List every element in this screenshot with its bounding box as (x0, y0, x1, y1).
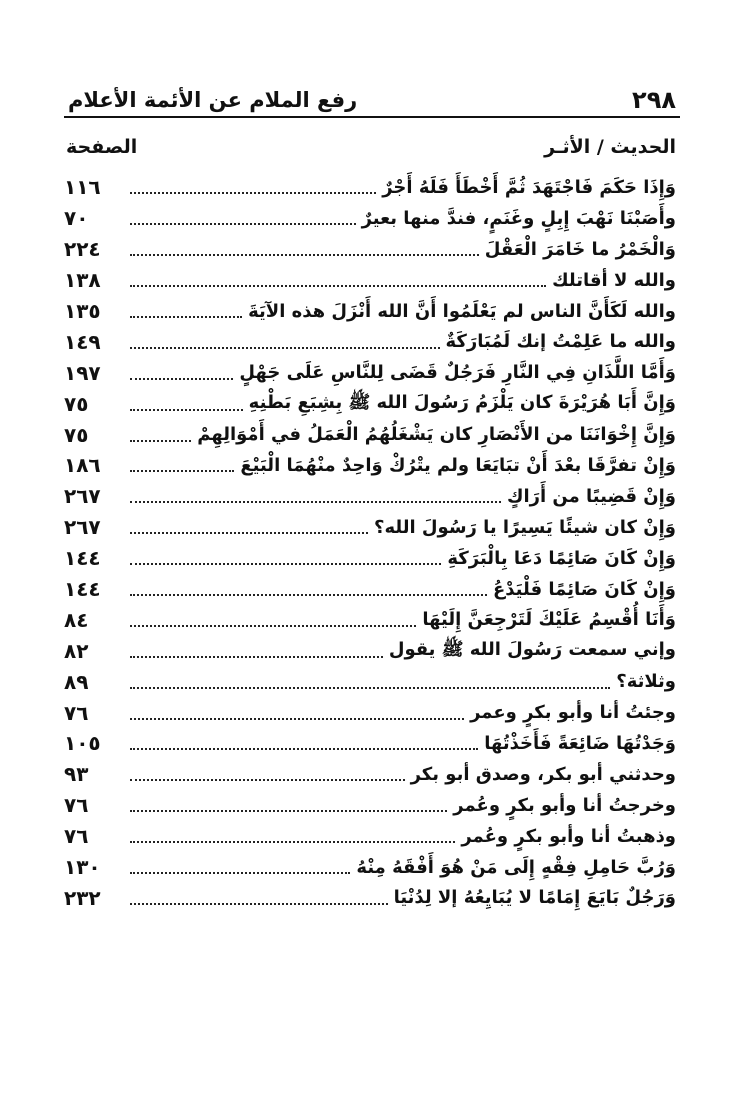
entry-page-number: ٧٠ (64, 206, 89, 231)
running-header (64, 84, 680, 118)
entry-page-number: ١٤٤ (64, 577, 101, 602)
index-entry (64, 172, 680, 203)
entry-text: والله لَكَأَنَّ الناس لم يَعْلَمُوا أَنَّ الله أَنْزَلَ هذه الآيَةَ (248, 300, 676, 322)
index-entry (64, 265, 680, 296)
index-entry (64, 728, 680, 759)
entry-text: وَإِنْ قَضِيبًا من أَرَاكٍ (506, 485, 676, 507)
page-number: ٢٩٨ (632, 86, 676, 114)
entry-text: وحدثني أبو بكر، وصدق أبو بكر (410, 763, 676, 785)
index-entry (64, 697, 680, 728)
page-column-heading: الصفحة (66, 136, 138, 158)
entry-text: وَرَجُلٌ بَايَعَ إِمَامًا لا يُبَايِعُهُ إلا لِدُنْيَا (393, 887, 676, 909)
entry-page-number: ٢٦٧ (64, 515, 101, 540)
entry-page-number: ١٣٨ (64, 268, 101, 293)
entry-text: وثلاثة؟ (616, 671, 676, 693)
dot-leader (130, 190, 376, 194)
index-entry (64, 666, 680, 697)
index-entry (64, 759, 680, 790)
dot-leader (130, 283, 546, 287)
entry-text: والله ما عَلِمْتُ إنك لَمُبَارَكَةٌ (445, 331, 676, 353)
dot-leader (130, 252, 479, 256)
dot-leader (130, 345, 440, 349)
entry-text: وَالْخَمْرُ ما خَامَرَ الْعَقْلَ (484, 238, 676, 260)
entry-text: وَإِنْ كان شيئًا يَسِيرًا يا رَسُولَ الله؟ (374, 516, 676, 538)
entry-text: وإني سمعت رَسُولَ الله ﷺ يقول (388, 638, 676, 660)
entry-page-number: ٢٣٢ (64, 885, 101, 910)
entry-text: وَإِنَّ أَبَا هُرَيْرَةَ كان يَلْزَمُ رَسُولَ الله ﷺ بِشِبَعِ بَطْنِهِ (248, 391, 676, 413)
index-entry (64, 357, 680, 388)
dot-leader (130, 777, 405, 781)
index-entry (64, 604, 680, 635)
entry-page-number: ٨٩ (64, 669, 89, 694)
column-headings (64, 136, 680, 164)
dot-leader (130, 623, 416, 627)
entry-text: وَجَدْتُهَا ضَائِعَةً فَأَخَذْتُهَا (484, 732, 676, 754)
entry-text: وَإِنْ كَانَ صَائِمًا فَلْيَدْعُ (492, 578, 676, 600)
entry-text: وخرجتُ أنا وأبو بكرٍ وعُمر (453, 794, 676, 816)
entry-page-number: ٢٢٤ (64, 237, 101, 262)
dot-leader (130, 530, 368, 534)
entry-page-number: ١٤٩ (64, 329, 101, 354)
entry-page-number: ١٣٥ (64, 299, 101, 323)
entry-page-number: ١٣٠ (64, 855, 101, 880)
entry-page-number: ١٩٧ (64, 360, 101, 385)
index-entry (64, 234, 680, 265)
dot-leader (130, 901, 388, 905)
index-entry (64, 419, 680, 450)
entry-page-number: ٨٢ (64, 638, 89, 663)
dot-leader (130, 654, 383, 658)
dot-leader (130, 376, 233, 380)
index-entry (64, 821, 680, 852)
entry-text: وَإِنْ كَانَ صَائِمًا دَعَا بِالْبَرَكَةِ (447, 547, 676, 569)
index-entry (64, 296, 680, 327)
dot-leader (130, 746, 478, 750)
entry-page-number: ٧٥ (64, 422, 89, 447)
index-entry (64, 203, 680, 234)
entry-text: وَأَمَّا اللَّذَانِ فِي النَّارِ فَرَجُلٌ قَضَى لِلنَّاسِ عَلَى جَهْلٍ (239, 362, 676, 384)
entry-page-number: ٧٦ (64, 700, 89, 725)
dot-leader (130, 839, 455, 843)
dot-leader (130, 407, 243, 411)
hadith-column-heading: الحديث / الأثـر (544, 136, 676, 158)
entry-page-number: ٧٥ (64, 391, 89, 416)
dot-leader (130, 808, 447, 812)
dot-leader (130, 870, 350, 874)
entry-text: وَإِنْ تفرَّقَا بعْدَ أَنْ تبَايَعَا ولم يتْرُكْ وَاحِدٌ منْهُمَا الْبَيْعَ (240, 454, 676, 476)
index-entry (64, 481, 680, 512)
index-entry (64, 635, 680, 666)
entry-text: وَرُبَّ حَامِلِ فِقْهٍ إِلَى مَنْ هُوَ أَفْقَهُ مِنْهُ (356, 856, 676, 878)
entry-text: وذهبتُ أنا وأبو بكرٍ وعُمر (461, 825, 676, 847)
index-entry (64, 882, 680, 913)
dot-leader (130, 438, 191, 442)
index-entry (64, 450, 680, 481)
dot-leader (130, 592, 487, 596)
entry-text: وأَصَبْنَا نَهْبَ إِبِلٍ وغَنَمٍ، فندَّ منها بعيرٌ (361, 207, 676, 229)
index-entry (64, 326, 680, 357)
index-entries (64, 172, 680, 913)
index-entry (64, 388, 680, 419)
entry-text: وَأَنَا أُقْسِمُ عَلَيْكَ لَتَرْجِعَنَّ إِلَيْهَا (422, 609, 676, 631)
dot-leader (130, 561, 441, 565)
dot-leader (130, 499, 501, 503)
index-entry (64, 852, 680, 883)
index-entry (64, 574, 680, 605)
entry-page-number: ١١٦ (64, 175, 101, 200)
index-entry (64, 512, 680, 543)
dot-leader (130, 221, 356, 225)
dot-leader (130, 314, 242, 318)
entry-text: وَإِذَا حَكَمَ فَاجْتَهَدَ ثُمَّ أَخْطَأَ فَلَهُ أَجْرٌ (382, 176, 676, 198)
dot-leader (130, 468, 234, 472)
entry-page-number: ١٠٥ (64, 731, 101, 756)
entry-page-number: ١٨٦ (64, 453, 101, 478)
dot-leader (130, 716, 464, 720)
entry-page-number: ٩٣ (64, 762, 89, 787)
entry-text: وجئتُ أنا وأبو بكرٍ وعمر (470, 702, 676, 724)
entry-page-number: ٢٦٧ (64, 484, 101, 509)
book-title: رفع الملام عن الأئمة الأعلام (68, 88, 358, 112)
entry-text: وَإِنَّ إِخْوَانَنَا من الأَنْصَارِ كان يَشْغَلُهُمُ الْعَمَلُ في أَمْوَالِهِمْ (197, 424, 676, 446)
entry-page-number: ١٤٤ (64, 546, 101, 571)
index-entry (64, 543, 680, 574)
entry-page-number: ٧٦ (64, 824, 89, 849)
dot-leader (130, 685, 610, 689)
entry-page-number: ٧٦ (64, 793, 89, 818)
entry-page-number: ٨٤ (64, 607, 89, 632)
entry-text: والله لا أقاتلك (552, 269, 676, 291)
index-entry (64, 790, 680, 821)
